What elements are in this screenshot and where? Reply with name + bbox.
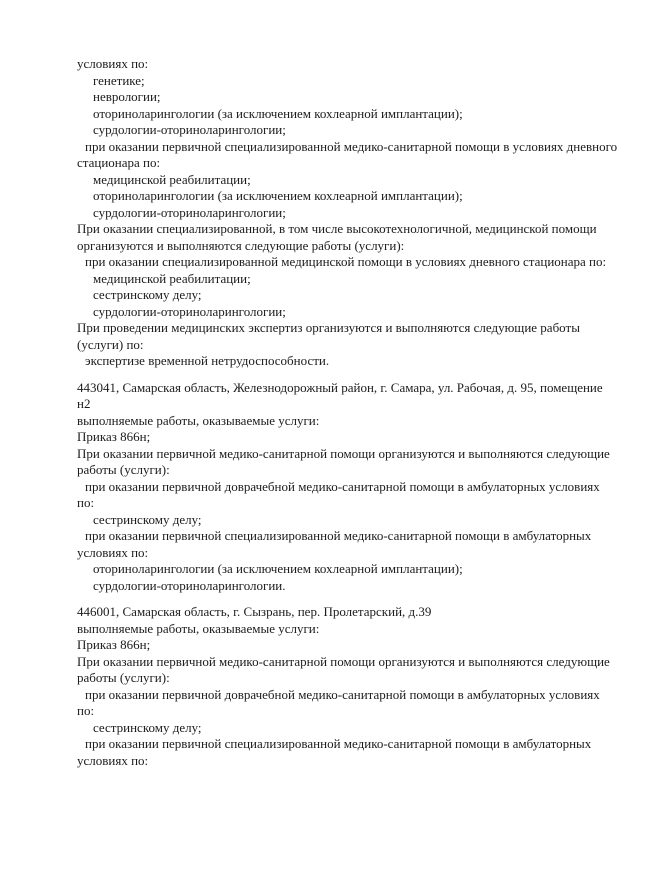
text-line: сурдологии-оториноларингологии; (93, 204, 286, 220)
text-line: н2 (77, 396, 91, 411)
text-line: оториноларингологии (за исключением кохлеарной имплантации); (93, 561, 463, 576)
text-line: При проведении медицинских экспертиз организуются и выполняются следующие работы (77, 320, 580, 335)
text-line: неврологии; (93, 89, 161, 104)
text-line: при оказании первичной специализированной медико-санитарной помощи в амбулаторных (85, 736, 592, 751)
text-line: (услуги) по: (77, 336, 144, 352)
text-line: работы (услуги): (77, 462, 170, 477)
text-line: стационара по: (77, 155, 161, 170)
text-line: сестринскому делу; (93, 719, 202, 735)
text-line: условиях по: (77, 752, 149, 768)
text-line: при оказании первичной специализированной медико-санитарной помощи в условиях дневного (85, 138, 618, 154)
document-text-block (77, 56, 642, 769)
text-line: При оказании первичной медико-санитарной помощи организуются и выполняются следующие (77, 653, 610, 669)
text-line: условиях по: (77, 56, 149, 71)
text-line: сестринскому делу; (93, 287, 202, 302)
text-line: при оказании первичной доврачебной медико-санитарной помощи в амбулаторных условиях (85, 686, 600, 702)
text-line: оториноларингологии (за исключением кохлеарной имплантации); (93, 188, 463, 203)
text-line: по: (77, 495, 95, 510)
text-line: Приказ 866н; (77, 637, 151, 652)
text-line: по: (77, 703, 95, 718)
text-line: медицинской реабилитации; (93, 171, 251, 187)
text-line: условиях по: (77, 544, 149, 560)
text-line: выполняемые работы, оказываемые услуги: (77, 620, 320, 636)
text-line: организуются и выполняются следующие работы (услуги): (77, 237, 405, 253)
text-line: 443041, Самарская область, Железнодорожный район, г. Самара, ул. Рабочая, д. 95, помещение (77, 379, 603, 395)
text-line: сестринскому делу; (93, 511, 202, 527)
text-line: При оказании специализированной, в том числе высокотехнологичной, медицинской помощи (77, 221, 597, 236)
text-line: 446001, Самарская область, г. Сызрань, пер. Пролетарский, д.39 (77, 604, 432, 619)
text-line: сурдологии-оториноларингологии. (93, 577, 286, 593)
text-line: оториноларингологии (за исключением кохлеарной имплантации); (93, 105, 463, 121)
text-line: генетике; (93, 72, 145, 88)
text-line: Приказ 866н; (77, 429, 151, 444)
text-line: выполняемые работы, оказываемые услуги: (77, 412, 320, 428)
text-line: экспертизе временной нетрудоспособности. (85, 353, 330, 368)
text-line: При оказании первичной медико-санитарной помощи организуются и выполняются следующие (77, 445, 610, 461)
text-line: при оказании специализированной медицинской помощи в условиях дневного стационара по: (85, 254, 607, 269)
text-line: работы (услуги): (77, 670, 170, 685)
text-line: сурдологии-оториноларингологии; (93, 122, 286, 137)
text-line: при оказании первичной специализированной медико-санитарной помощи в амбулаторных (85, 528, 592, 543)
text-line: медицинской реабилитации; (93, 270, 251, 286)
text-line: сурдологии-оториноларингологии; (93, 303, 286, 319)
text-line: при оказании первичной доврачебной медико-санитарной помощи в амбулаторных условиях (85, 478, 600, 494)
